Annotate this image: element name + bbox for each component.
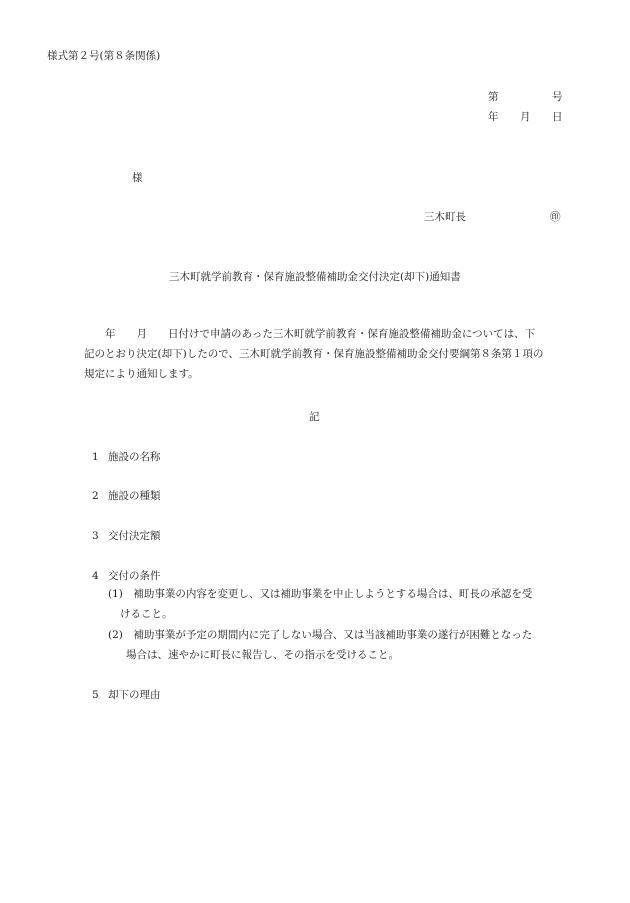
item-rejection-reason (92, 690, 161, 701)
doc-number-dai: 第 (488, 91, 499, 103)
item-label: 交付決定額 (108, 530, 161, 542)
condition-number: (1) (108, 588, 123, 600)
item-facility-name (92, 452, 161, 463)
condition-1 (108, 584, 558, 624)
item-number: 4 (92, 570, 99, 582)
document-title: 三木町就学前教育・保育施設整備補助金交付決定(却下)通知書 (169, 271, 461, 283)
doc-date-year: 年 (488, 111, 499, 123)
condition-2 (108, 625, 558, 665)
item-label: 却下の理由 (108, 689, 161, 701)
ki-heading: 記 (309, 411, 320, 423)
doc-date-day: 日 (552, 111, 563, 123)
item-grant-amount (92, 531, 161, 542)
body-line: 記のとおり決定(却下)したので、三木町就学前教育・保育施設整備補助金交付要綱第８条第１項の (84, 348, 544, 360)
condition-line: 補助事業の内容を変更し、又は補助事業を中止しようとする場合は、町長の承認を受 (133, 588, 533, 600)
body-line: 規定により通知します。 (84, 368, 199, 380)
addressee-suffix: 様 (132, 172, 143, 184)
item-number: 2 (92, 490, 99, 502)
condition-line: 場合は、速やかに町長に報告し、その指示を受けること。 (126, 649, 399, 661)
item-number: 1 (92, 451, 99, 463)
item-number: 5 (92, 689, 99, 701)
condition-line: けること。 (120, 608, 173, 620)
item-label: 施設の名称 (108, 451, 161, 463)
condition-number: (2) (108, 629, 123, 641)
form-header: 様式第２号(第８条関係) (47, 50, 161, 62)
sender-name: 三木町長 (424, 211, 466, 223)
item-label: 施設の種類 (108, 490, 161, 502)
item-label: 交付の条件 (108, 570, 161, 582)
body-paragraph (84, 324, 552, 384)
item-conditions (92, 571, 161, 582)
body-line: 年 月 日付けで申請のあった三木町就学前教育・保育施設整備補助金については、下 (84, 328, 536, 340)
doc-number-go: 号 (552, 91, 563, 103)
item-number: 3 (92, 530, 99, 542)
condition-line: 補助事業が予定の期間内に完了しない場合、又は当該補助事業の遂行が困難となった (133, 629, 533, 641)
seal-mark: ㊞ (550, 211, 561, 223)
item-facility-type (92, 491, 161, 502)
doc-date-month: 月 (520, 111, 531, 123)
